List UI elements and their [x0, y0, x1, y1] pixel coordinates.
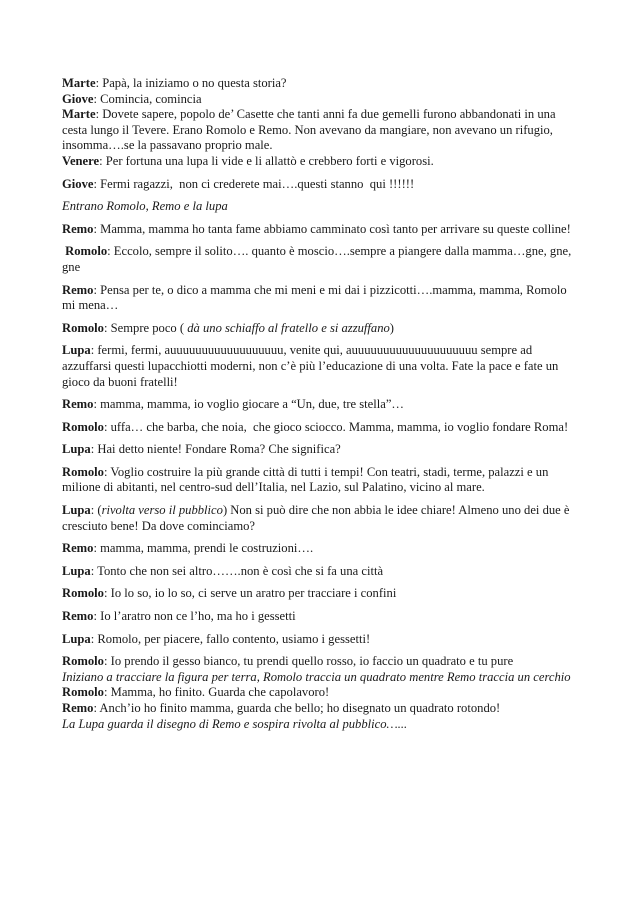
dialogue-text: : Romolo, per piacere, fallo contento, usiamo i gessetti!	[90, 631, 371, 646]
dialogue-text: : mamma, mamma, io voglio giocare a “Un, due, tre stella”…	[93, 397, 405, 412]
dialogue-line	[62, 177, 582, 193]
speaker-name: Romolo	[62, 320, 104, 335]
dialogue-line	[62, 465, 582, 496]
dialogue-text: : Io prendo il gesso bianco, tu prendi quello rosso, io faccio un quadrato e tu pure	[103, 654, 514, 669]
speaker-name: Remo	[62, 541, 94, 556]
dialogue-line	[62, 222, 582, 238]
dialogue-text: : Comincia, comincia	[93, 91, 202, 106]
dialogue-line	[62, 76, 582, 92]
dialogue-line	[62, 586, 582, 602]
dialogue-text: : Voglio costruire la più grande città di tutti i tempi! Con teatri, stadi, terme, palazzi e un milione di abitanti, nel centro-sud dell’Italia, nel Lazio, sul Palatino, vicino al mare.	[62, 464, 552, 495]
speaker-name: Romolo	[65, 244, 108, 259]
script-body	[62, 76, 582, 732]
speaker-name: Lupa	[62, 442, 91, 457]
inline-stage-direction: dà uno schiaffo al fratello e si azzuffano	[187, 320, 390, 335]
dialogue-line	[62, 397, 582, 413]
dialogue-line	[62, 609, 582, 625]
dialogue-text: : Hai detto niente! Fondare Roma? Che significa?	[90, 442, 341, 457]
stage-direction-text: La Lupa guarda il disegno di Remo e sospira rivolta al pubblico…...	[62, 716, 408, 731]
dialogue-line	[62, 420, 582, 436]
dialogue-line	[62, 343, 582, 390]
speaker-name: Remo	[62, 282, 94, 297]
dialogue-text: : Mamma, mamma ho tanta fame abbiamo camminato così tanto per arrivare su queste colline!	[93, 221, 571, 236]
dialogue-line	[62, 541, 582, 557]
speaker-name: Romolo	[62, 685, 104, 700]
speaker-name: Romolo	[62, 419, 104, 434]
speaker-name: Lupa	[62, 343, 91, 358]
speaker-name: Remo	[62, 701, 94, 715]
dialogue-line	[62, 107, 582, 154]
speaker-name: Marte	[62, 107, 96, 122]
speaker-name: Venere	[62, 153, 100, 168]
dialogue-text: : Fermi ragazzi, non ci crederete mai….questi stanno qui !!!!!!	[93, 176, 415, 191]
speaker-name: Romolo	[62, 654, 104, 669]
dialogue-text: : mamma, mamma, prendi le costruzioni….	[93, 541, 314, 556]
dialogue-line	[62, 701, 582, 717]
speaker-name: Lupa	[62, 503, 91, 518]
speaker-name: Remo	[62, 609, 94, 624]
dialogue-line	[62, 244, 582, 275]
dialogue-text: : Papà, la iniziamo o no questa storia?	[95, 76, 287, 90]
dialogue-line	[62, 685, 582, 701]
stage-direction	[62, 717, 582, 733]
dialogue-text: : Io lo so, io lo so, ci serve un aratro per tracciare i confini	[103, 586, 397, 601]
speaker-name: Lupa	[62, 563, 91, 578]
dialogue-text: : Anch’io ho finito mamma, guarda che bello; ho disegnato un quadrato rotondo!	[93, 701, 501, 715]
speaker-name: Romolo	[62, 464, 104, 479]
speaker-name: Giove	[62, 91, 94, 106]
dialogue-line	[62, 632, 582, 648]
speaker-name: Remo	[62, 397, 94, 412]
dialogue-text: : Sempre poco (	[103, 320, 188, 335]
dialogue-text: : Per fortuna una lupa li vide e li allattò e crebbero forti e vigorosi.	[99, 153, 434, 168]
dialogue-text: : Tonto che non sei altro…….non è così che si fa una città	[90, 563, 384, 578]
stage-direction-text: Iniziano a tracciare la figura per terra, Romolo traccia un quadrato mentre Remo traccia un cerchio	[62, 669, 571, 684]
dialogue-text-tail: )	[389, 320, 394, 335]
dialogue-text: : Pensa per te, o dico a mamma che mi meni e mi dai i pizzicotti….mamma, mamma, Romolo mi mena…	[62, 282, 570, 313]
dialogue-text: : Dovete sapere, popolo de’ Casette che tanti anni fa due gemelli furono abbandonati in una cesta lungo il Tevere. Erano Romolo e Remo. Non avevano da mangiare, non avevano un rifugio, insomma….se la passavano proprio male.	[62, 107, 559, 153]
dialogue-text: : Io l’aratro non ce l’ho, ma ho i gessetti	[93, 609, 296, 624]
dialogue-text: : uffa… che barba, che noia, che gioco sciocco. Mamma, mamma, io voglio fondare Roma!	[103, 419, 569, 434]
dialogue-text: : (	[90, 503, 102, 518]
dialogue-line	[62, 564, 582, 580]
speaker-name: Remo	[62, 221, 94, 236]
dialogue-line	[62, 442, 582, 458]
dialogue-line	[62, 283, 582, 314]
stage-direction	[62, 199, 582, 215]
dialogue-line	[62, 321, 582, 337]
speaker-name: Lupa	[62, 631, 91, 646]
dialogue-text: : Mamma, ho finito. Guarda che capolavoro!	[103, 685, 330, 700]
stage-direction	[62, 670, 582, 686]
speaker-name: Romolo	[62, 586, 104, 601]
dialogue-text-tail: ) Non si può dire che non abbia le idee chiare! Almeno uno dei due è cresciuto bene! Da dove cominciamo?	[62, 503, 570, 533]
dialogue-line	[62, 654, 582, 670]
dialogue-line	[62, 154, 582, 170]
speaker-name: Giove	[62, 176, 94, 191]
inline-stage-direction: rivolta verso il pubblico	[101, 503, 223, 518]
dialogue-line	[62, 92, 582, 108]
dialogue-text: : fermi, fermi, auuuuuuuuuuuuuuuuuu, venite qui, auuuuuuuuuuuuuuuuuuuu sempre ad azzuffarsi questi lupacchiotti moderni, non c’è più l’educazione di una volta. Fate la pace e fate un gioco da buoni fratelli!	[62, 343, 562, 389]
dialogue-text: : Eccolo, sempre il solito…. quanto è moscio….sempre a piangere dalla mamma…gne, gne, gne	[62, 244, 575, 274]
speaker-name: Marte	[62, 76, 96, 90]
dialogue-line	[62, 503, 582, 534]
stage-direction-text: Entrano Romolo, Remo e la lupa	[62, 199, 228, 214]
